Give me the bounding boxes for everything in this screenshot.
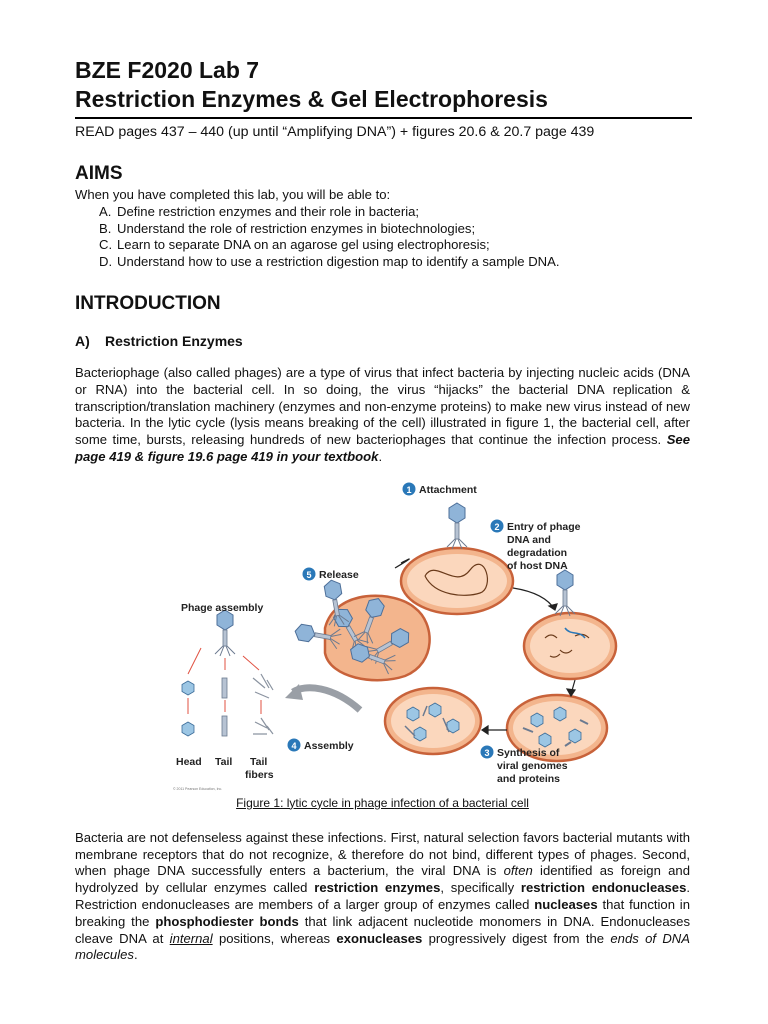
aim-item: [99, 203, 690, 221]
step-3-text-2: viral genomes: [497, 759, 568, 772]
step-4-label: [288, 738, 354, 752]
key-term: restriction endonucleases: [520, 880, 687, 896]
paragraph-1-end: .: [378, 448, 383, 464]
tail-fibers-label-2: fibers: [245, 768, 274, 781]
tail-fibers-label-1: Tail: [250, 755, 268, 768]
introduction-heading: INTRODUCTION: [75, 292, 221, 314]
aim-text: Learn to separate DNA on an agarose gel using electrophoresis;: [117, 237, 490, 253]
aim-letter: B.: [99, 220, 112, 236]
aims-list: [75, 204, 690, 271]
section-a-heading: [75, 333, 690, 349]
step-5-number: 5: [306, 569, 312, 580]
aim-item: [99, 220, 690, 238]
phage-assembly-title: Phage assembly: [181, 601, 264, 614]
tail-label: Tail: [215, 755, 233, 768]
paragraph-2-text: that function in breaking the: [75, 896, 690, 929]
paragraph-2-text: internal: [169, 930, 213, 946]
paragraph-2-text: positions, whereas: [212, 930, 337, 946]
step-3-text-3: and proteins: [497, 772, 561, 785]
aim-letter: A.: [99, 203, 112, 219]
aims-intro: When you have completed this lab, you will be able to:: [75, 187, 391, 202]
step-2-number: 2: [494, 521, 500, 532]
cell-assembly: [385, 688, 481, 754]
intro-paragraph-2: [75, 830, 690, 964]
step-2-text-3: degradation: [507, 546, 568, 559]
textbook-reference: See page 419 & figure 19.6 page 419 in your textbook: [75, 432, 691, 464]
key-term: phosphodiester bonds: [155, 913, 299, 929]
cell-entry: [524, 570, 616, 679]
phage-assembly-diagram: [182, 610, 273, 736]
lytic-cycle-illustration: [75, 478, 690, 808]
step-1-text: Attachment: [419, 483, 477, 496]
document-page: [75, 56, 690, 964]
intro-paragraph-1: [75, 365, 690, 466]
aim-letter: C.: [99, 237, 113, 253]
key-term: exonucleases: [336, 930, 423, 946]
aim-text: Define restriction enzymes and their role in bacteria;: [117, 203, 420, 219]
paragraph-2-text: identified as foreign and hydrolyzed by cellular enzymes called: [75, 863, 690, 896]
paragraph-2-text: progressively digest from the: [422, 930, 611, 946]
title-line-1: BZE F2020 Lab 7: [75, 57, 260, 83]
step-4-number: 4: [291, 740, 297, 751]
paragraph-2-text: ends of DNA molecules: [75, 930, 690, 963]
step-3-label: [481, 745, 568, 785]
title-line-2: Restriction Enzymes & Gel Electrophoresis: [75, 86, 548, 112]
aim-text: Understand how to use a restriction digestion map to identify a sample DNA.: [117, 254, 560, 270]
paragraph-2-text: , specifically: [440, 880, 521, 896]
step-1-label: [403, 482, 478, 496]
step-4-text: Assembly: [304, 739, 354, 752]
figure-1-lytic-cycle: [75, 478, 690, 808]
paragraph-2-text: Bacteria are not defenseless against these infections. First, natural selection favors bacterial mutants with membrane receptors that do not recognize, & therefore do not bind, different types of phages. Second, when phage DNA successfully enters a bacterium, the viral DNA is: [75, 829, 690, 879]
step-3-number: 3: [484, 747, 490, 758]
paragraph-2-text: . Restriction endonucleases are members of a larger group of enzymes called: [75, 880, 690, 912]
step-1-number: 1: [406, 484, 412, 495]
aim-item: [99, 254, 690, 271]
copyright-notice: © 2011 Pearson Education, Inc.: [173, 786, 223, 791]
key-term: restriction enzymes: [314, 880, 441, 896]
head-label: Head: [176, 755, 202, 768]
aim-item: [99, 237, 690, 254]
title-rule: [75, 117, 692, 119]
document-title: [75, 56, 690, 114]
section-a-letter: A): [75, 332, 90, 349]
assembly-arrow: [293, 688, 360, 710]
paragraph-2-text: .: [133, 947, 138, 963]
step-3-text-1: Synthesis of: [497, 746, 560, 759]
step-2-text-1: Entry of phage: [507, 520, 581, 533]
aim-letter: D.: [99, 254, 113, 270]
aims-heading: AIMS: [75, 163, 123, 184]
key-term: nucleases: [534, 896, 598, 912]
aim-text: Understand the role of restriction enzymes in biotechnologies;: [117, 220, 476, 236]
figure-1-caption: Figure 1: lytic cycle in phage infection of a bacterial cell: [236, 795, 529, 810]
paragraph-1-text: Bacteriophage (also called phages) are a type of virus that infect bacteria by injecting nucleic acids (DNA or RNA) into the bacterial cell. In so doing, the virus “hijacks” the bacterial DNA replication & transcription/translation machinery (enzymes and non-enzyme proteins) to make new virus instead of new bacteria. In the lytic cycle (lysis means breaking of the cell) illustrated in figure 1, the bacterial cell, after some time, bursts, releasing hundreds of new bacteriophages that continue the infection process.: [75, 364, 690, 448]
reading-assignment: READ pages 437 – 440 (up until “Amplifying DNA”) + figures 20.6 & 20.7 page 439: [75, 124, 595, 140]
section-a-title: Restriction Enzymes: [105, 332, 243, 349]
step-5-text: Release: [319, 568, 359, 581]
step-5-label: [303, 567, 359, 581]
step-2-text-2: DNA and: [507, 533, 551, 546]
paragraph-2-text: that link adjacent nucleotide monomers in DNA. Endonucleases cleave DNA at: [75, 913, 690, 946]
step-2-text-4: of host DNA: [507, 559, 568, 572]
paragraph-2-text: often: [503, 863, 533, 879]
